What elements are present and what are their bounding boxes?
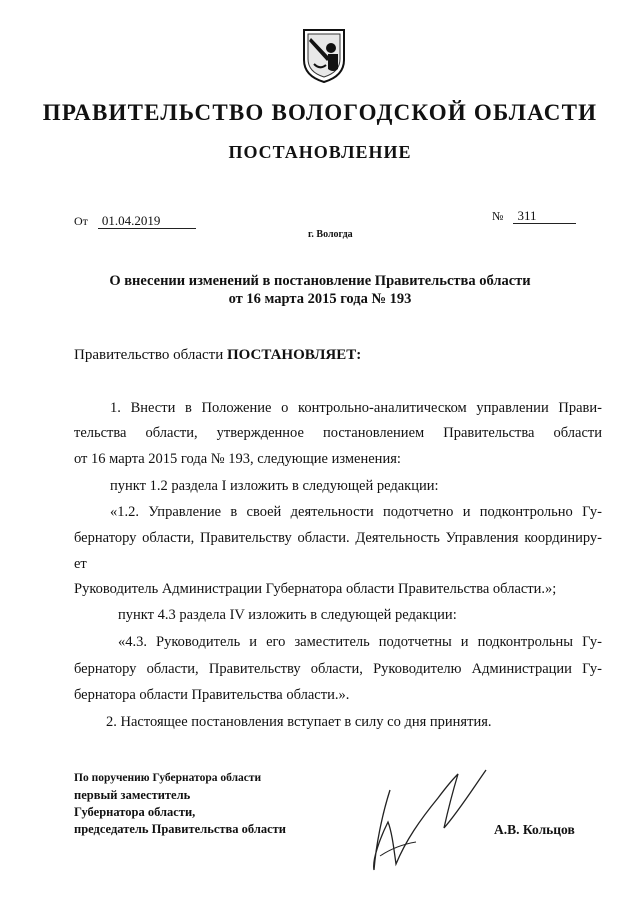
document-number: 311 — [513, 208, 576, 224]
coat-of-arms-icon — [300, 24, 348, 84]
signature-block — [74, 770, 286, 838]
item1-line-3: от 16 марта 2015 года № 193, следующие изменения: — [74, 451, 401, 467]
point43-line-2: бернатору области, Правительству области, Руководителю Администрации Гу- — [74, 661, 602, 677]
point43-intro: пункт 4.3 раздела IV изложить в следующей редакции: — [118, 607, 457, 623]
preamble-prefix: Правительство области — [74, 347, 227, 363]
item1-line-1: 1. Внести в Положение о контрольно-аналитическом управлении Прави- — [110, 400, 602, 416]
preamble-verb: ПОСТАНОВЛЯЕТ: — [226, 347, 362, 363]
subject-line-2: от 16 марта 2015 года № 193 — [228, 291, 412, 307]
document-subject — [0, 272, 640, 308]
point12-line-2: бернатору области, Правительству области. Деятельность Управления координиру- — [74, 530, 602, 546]
preamble — [74, 346, 361, 364]
date-label: От — [74, 214, 88, 228]
point43-line-3: бернатора области Правительства области.». — [74, 687, 350, 703]
point12-line-3: ет — [74, 556, 87, 572]
handwritten-signature-icon — [360, 760, 510, 880]
signature-line-1: По поручению Губернатора области — [74, 772, 262, 784]
point12-line-1: «1.2. Управление в своей деятельности подотчетно и подконтрольно Гу- — [110, 504, 602, 520]
document-date: 01.04.2019 — [98, 213, 197, 229]
subject-line-1: О внесении изменений в постановление Правительства области — [109, 273, 531, 289]
point12-intro: пункт 1.2 раздела I изложить в следующей редакции: — [110, 478, 439, 494]
point12-line-4: Руководитель Администрации Губернатора области Правительства области.»; — [74, 581, 557, 597]
number-label: № — [492, 209, 504, 223]
document-type: ПОСТАНОВЛЕНИЕ — [228, 142, 412, 162]
government-title: ПРАВИТЕЛЬСТВО ВОЛОГОДСКОЙ ОБЛАСТИ — [42, 100, 598, 125]
signature-line-2: первый заместитель — [74, 788, 191, 802]
signature-line-4: председатель Правительства области — [74, 822, 286, 836]
signature-line-3: Губернатора области, — [74, 805, 196, 819]
point43-line-1: «4.3. Руководитель и его заместитель подотчетны и подконтрольны Гу- — [118, 634, 602, 650]
city-label: г. Вологда — [308, 229, 353, 240]
item1-line-2: тельства области, утвержденное постановлением Правительства области — [74, 425, 602, 441]
number-block — [492, 207, 576, 225]
item2: 2. Настоящее постановления вступает в силу со дня принятия. — [106, 714, 492, 730]
signatory-name: А.В. Кольцов — [494, 822, 575, 837]
date-block — [74, 212, 196, 230]
